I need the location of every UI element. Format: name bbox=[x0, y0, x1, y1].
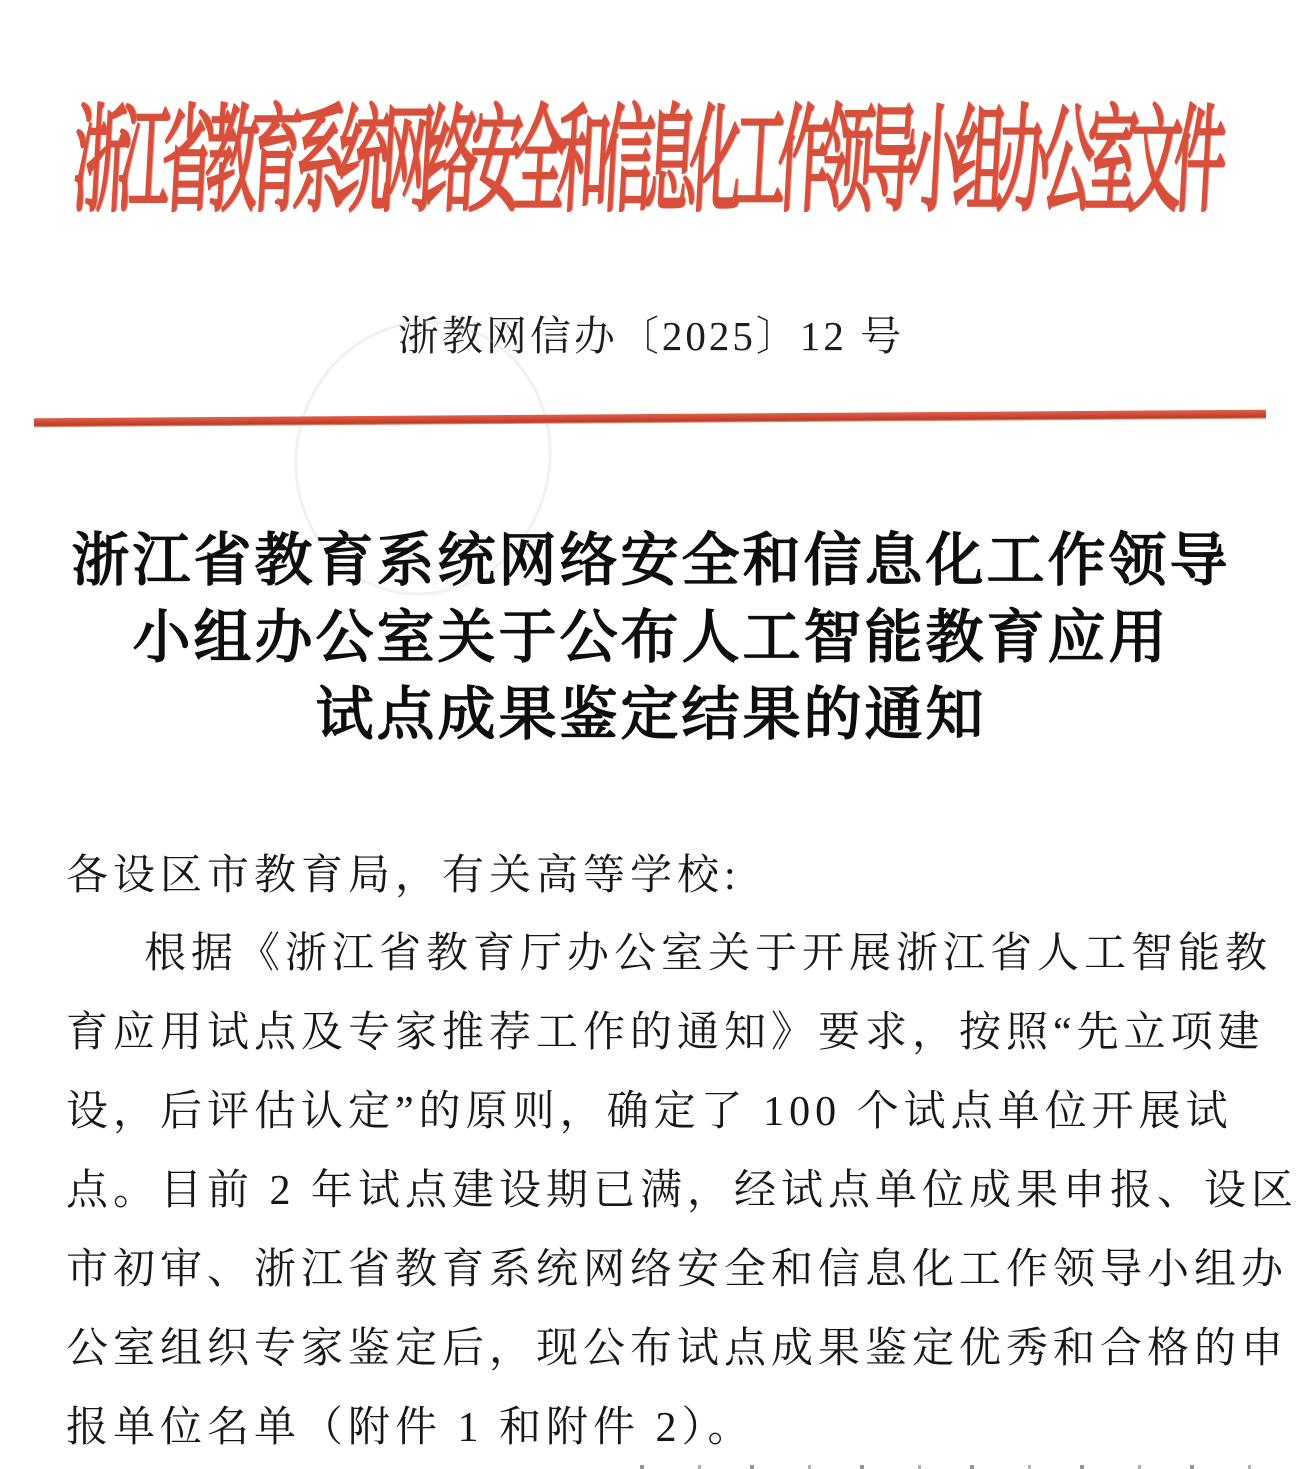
body-line-7: 报单位名单（附件 1 和附件 2）。 bbox=[66, 1405, 755, 1451]
cutoff-next-line-artifact bbox=[640, 1465, 1270, 1469]
document-number: 浙教网信办〔2025〕12 号 bbox=[397, 313, 905, 359]
letterhead-banner-text: 浙江省教育系统网络安全和信息化工作领导小组办公室文件 bbox=[70, 99, 1222, 228]
body-line-1: 根据《浙江省教育厅办公室关于开展浙江省人工智能教 bbox=[144, 931, 1273, 977]
body-line-6: 公室组织专家鉴定后，现公布试点成果鉴定优秀和合格的申 bbox=[66, 1326, 1289, 1372]
notice-title-line-3: 试点成果鉴定结果的通知 bbox=[315, 682, 987, 747]
body-line-3: 设，后评估认定”的原则，确定了 100 个试点单位开展试 bbox=[66, 1089, 1233, 1135]
body-paragraph bbox=[66, 915, 1299, 1468]
letterhead-banner bbox=[0, 66, 1302, 228]
notice-title bbox=[0, 522, 1302, 753]
notice-title-line-1: 浙江省教育系统网络安全和信息化工作领导 bbox=[71, 528, 1231, 593]
body-line-4: 点。目前 2 年试点建设期已满，经试点单位成果申报、设区 bbox=[66, 1168, 1299, 1214]
body-line-5: 市初审、浙江省教育系统网络安全和信息化工作领导小组办 bbox=[66, 1247, 1289, 1293]
salutation: 各设区市教育局，有关高等学校: bbox=[66, 853, 741, 899]
red-divider-rule bbox=[34, 410, 1266, 428]
notice-title-line-2: 小组办公室关于公布人工智能教育应用 bbox=[132, 605, 1170, 670]
body-line-2: 育应用试点及专家推荐工作的通知》要求，按照“先立项建 bbox=[66, 1010, 1265, 1056]
